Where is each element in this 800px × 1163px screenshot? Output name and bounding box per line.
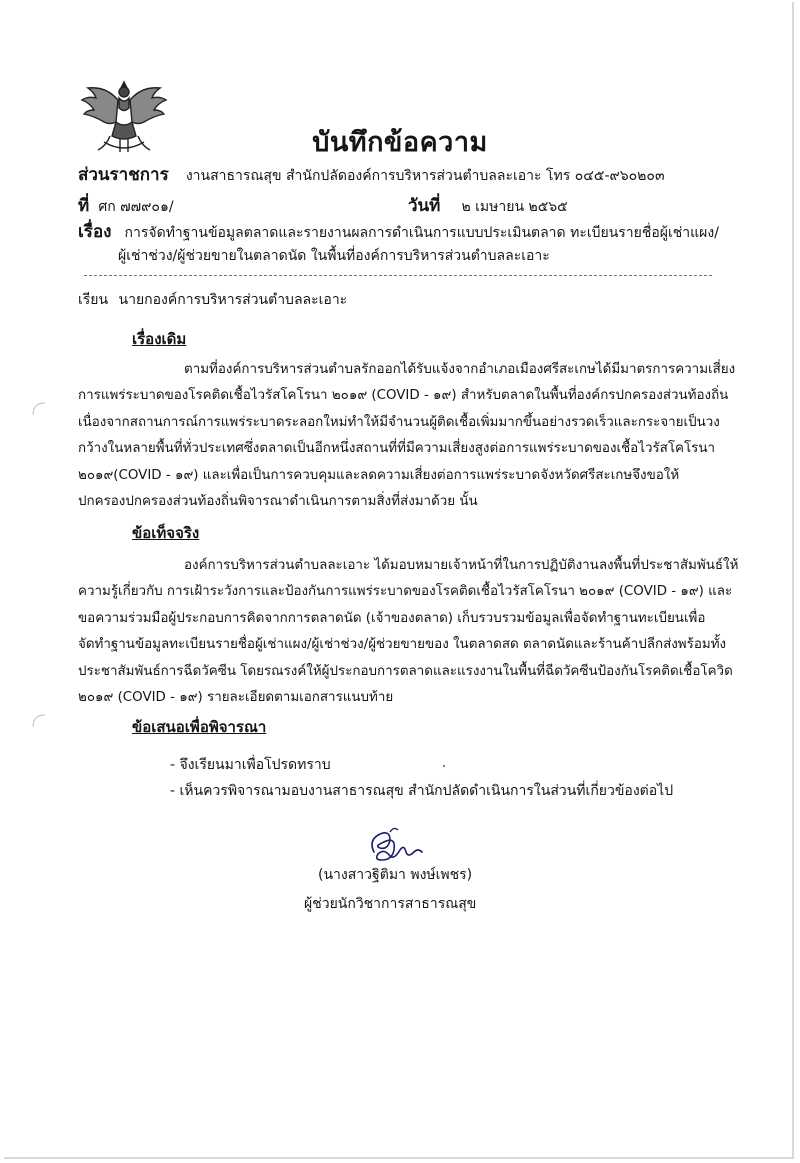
paragraph-line: ความรู้เกี่ยวกับ การเฝ้าระวังการและป้องกันการแพร่ระบาดของโรคติดเชื้อไวรัสโคโรนา ๒๐๑๙ (COVID - ๑๙) และ	[78, 584, 733, 600]
paragraph-line: จัดทำฐานข้อมูลทะเบียนรายชื่อผู้เช่าแผง/ผู้เช่าช่วง/ผู้ช่วยขายของ ในตลาดสด ตลาดนัดและร้านค้าปลีกส่งพร้อมทั้ง	[78, 637, 727, 653]
punch-hole-icon	[30, 400, 48, 418]
date-label: วันที่	[408, 196, 441, 216]
signatory-position: ผู้ช่วยนักวิชาการสาธารณสุข	[304, 896, 477, 912]
paragraph-line: การแพร่ระบาดของโรคติดเชื้อไวรัสโคโรนา ๒๐๑๙ (COVID - ๑๙) สำหรับตลาดในพื้นที่องค์กรปกครองส่วนท้องถิ่น	[78, 388, 729, 404]
reference-label: ที่	[78, 196, 90, 216]
reference-row	[78, 192, 174, 219]
document-title: บันทึกข้อความ	[312, 127, 488, 158]
paragraph-line: เนื่องจากสถานการณ์การแพร่ระบาดระลอกใหม่ทำให้มีจำนวนผู้ติดเชื้อเพิ่มมากขึ้นอย่างรวดเร็วและกระจายเป็นวง	[78, 414, 720, 430]
subject-row	[78, 218, 719, 245]
proposal-item-1: - จึงเรียนมาเพื่อโปรดทราบ	[170, 757, 331, 773]
stray-mark	[443, 765, 445, 767]
punch-hole-icon	[30, 712, 48, 730]
section-row	[78, 161, 665, 188]
background-paragraph	[78, 357, 738, 515]
facts-heading: ข้อเท็จจริง	[132, 524, 200, 542]
salutation	[78, 289, 347, 311]
date-row	[408, 192, 568, 219]
section-value: งานสาธารณสุข สำนักปลัดองค์การบริหารส่วนตำบลละเอาะ โทร ๐๔๕-๙๖๐๒๐๓	[185, 168, 665, 184]
reference-value: ศก ๗๗๙๐๑/	[98, 199, 174, 215]
paragraph-line: ปกครองปกครองส่วนท้องถิ่นพิจารณาดำเนินการตามสิ่งที่ส่งมาด้วย นั้น	[78, 493, 478, 509]
subject-line-2: ผู้เช่าช่วง/ผู้ช่วยขายในตลาดนัด ในพื้นที่องค์การบริหารส่วนตำบลละเอาะ	[118, 248, 550, 264]
proposal-heading: ข้อเสนอเพื่อพิจารณา	[132, 718, 267, 736]
paragraph-line: กว้างในหลายพื้นที่ทั่วประเทศซึ่งตลาดเป็นอีกหนึ่งสถานที่ที่มีความเสี่ยงสูงต่อการแพร่ระบาดของเชื้อไวรัสโคโรนา	[78, 441, 716, 457]
subject-label: เรื่อง	[78, 222, 112, 242]
paragraph-line: ๒๐๑๙(COVID - ๑๙) และเพื่อเป็นการควบคุมและลดความเสี่ยงต่อการแพร่ระบาดจังหวัดศรีสะเกษจึงขอให้	[78, 467, 680, 483]
background-heading: เรื่องเดิม	[132, 330, 187, 348]
paragraph-line: ๒๐๑๙ (COVID - ๑๙) รายละเอียดตามเอกสารแนบท้าย	[78, 689, 394, 705]
salutation-value: นายกองค์การบริหารส่วนตำบลละเอาะ	[118, 292, 348, 308]
section-label: ส่วนราชการ	[78, 165, 169, 185]
proposal-item-2: - เห็นควรพิจารณามอบงานสาธารณสุข สำนักปลัดดำเนินการในส่วนที่เกี่ยวข้องต่อไป	[170, 783, 674, 799]
signatory-name: (นางสาวฐิติมา พงษ์เพชร)	[318, 867, 473, 883]
date-value: ๒ เมษายน ๒๕๖๕	[461, 199, 568, 215]
handwritten-signature-icon	[360, 822, 430, 867]
subject-line-1: การจัดทำฐานข้อมูลตลาดและรายงานผลการดำเนินการแบบประเมินตลาด ทะเบียนรายชื่อผู้เช่าแผง/	[124, 225, 719, 241]
paragraph-line: องค์การบริหารส่วนตำบลละเอาะ ได้มอบหมายเจ้าหน้าที่ในการปฏิบัติงานลงพื้นที่ประชาสัมพันธ์ให้	[184, 558, 738, 573]
salutation-label: เรียน	[78, 292, 109, 308]
header-divider	[84, 275, 712, 276]
paragraph-line: ตามที่องค์การบริหารส่วนตำบลรักออกได้รับแจ้งจากอำเภอเมืองศรีสะเกษได้มีมาตรการความเสี่ยง	[184, 362, 736, 377]
facts-paragraph	[78, 553, 738, 711]
paragraph-line: ขอความร่วมมือผู้ประกอบการคิดจากการตลาดนัด (เจ้าของตลาด) เก็บรวบรวมข้อมูลเพื่อจัดทำฐานทะเบียนเพื่อ	[78, 610, 706, 626]
paragraph-line: ประชาสัมพันธ์การฉีดวัคซีน โดยรณรงค์ให้ผู้ประกอบการตลาดและแรงงานในพื้นที่ฉีดวัคซีนป้องกันโรคติดเชื้อโควิด	[78, 663, 733, 679]
